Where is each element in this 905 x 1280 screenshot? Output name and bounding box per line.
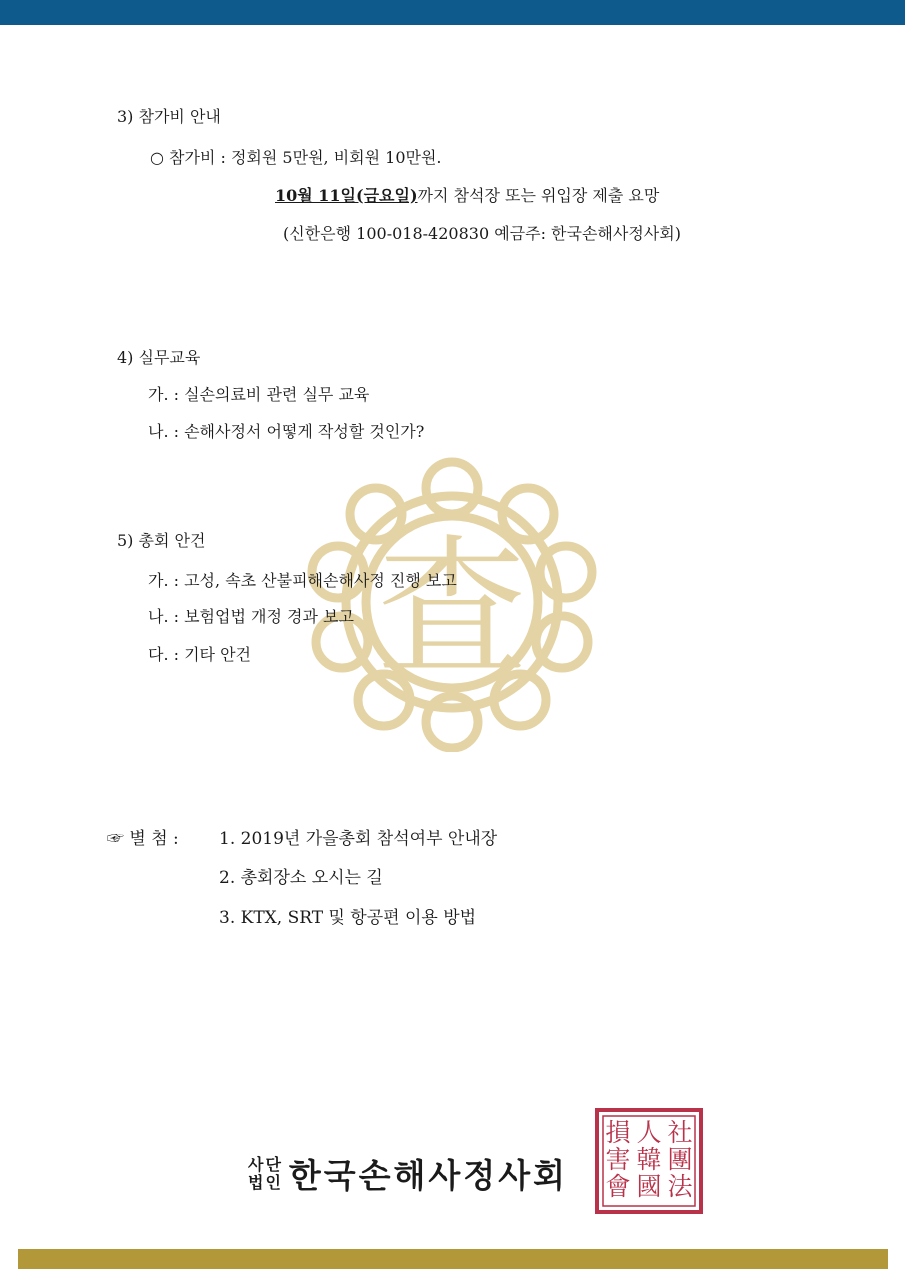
- svg-text:韓: 韓: [636, 1145, 662, 1174]
- deadline-line: [275, 186, 659, 206]
- svg-text:損: 損: [605, 1118, 631, 1147]
- fee-line: ○ 참가비 : 정회원 5만원, 비회원 10만원.: [150, 148, 442, 167]
- svg-text:團: 團: [667, 1145, 693, 1174]
- attachments-label: ☞ 별 첨 :: [107, 829, 179, 849]
- org-prefix-top: 사단: [248, 1154, 283, 1174]
- section4-item: 가. : 실손의료비 관련 실무 교육: [148, 385, 370, 404]
- watermark-glyph: 査: [376, 522, 528, 696]
- bank-info: (신한은행 100-018-420830 예금주: 한국손해사정사회): [283, 224, 681, 243]
- organization-signature: [248, 1150, 568, 1197]
- org-prefix: [248, 1156, 283, 1192]
- svg-text:法: 法: [667, 1172, 693, 1201]
- attachment-item: 2. 총회장소 오시는 길: [219, 868, 383, 888]
- attachment-item: 3. KTX, SRT 및 항공편 이용 방법: [219, 908, 477, 928]
- org-name: 한국손해사정사회: [288, 1156, 568, 1195]
- svg-text:會: 會: [605, 1172, 631, 1201]
- deadline-text: 까지 참석장 또는 위입장 제출 요망: [417, 186, 660, 205]
- top-header-bar: [0, 0, 905, 25]
- deadline-date: 10월 11일(금요일): [275, 186, 418, 205]
- svg-text:害: 害: [605, 1145, 631, 1174]
- section5-item: 가. : 고성, 속초 산불피해손해사정 진행 보고: [148, 571, 457, 590]
- section4-heading: 4) 실무교육: [117, 348, 201, 367]
- bottom-footer-bar: [18, 1249, 888, 1269]
- section5-item: 나. : 보험업법 개정 경과 보고: [148, 607, 354, 626]
- svg-text:社: 社: [667, 1118, 693, 1147]
- attachment-item: 1. 2019년 가을총회 참석여부 안내장: [219, 829, 498, 849]
- section5-item: 다. : 기타 안건: [148, 645, 252, 664]
- section4-item: 나. : 손해사정서 어떻게 작성할 것인가?: [148, 422, 425, 441]
- org-prefix-bottom: 법인: [248, 1172, 283, 1192]
- association-emblem-icon: [300, 452, 605, 752]
- svg-text:人: 人: [636, 1118, 662, 1147]
- svg-text:國: 國: [636, 1172, 662, 1201]
- section5-heading: 5) 총회 안건: [117, 531, 206, 550]
- official-seal-icon: [594, 1107, 704, 1215]
- section3-heading: 3) 참가비 안내: [117, 107, 221, 126]
